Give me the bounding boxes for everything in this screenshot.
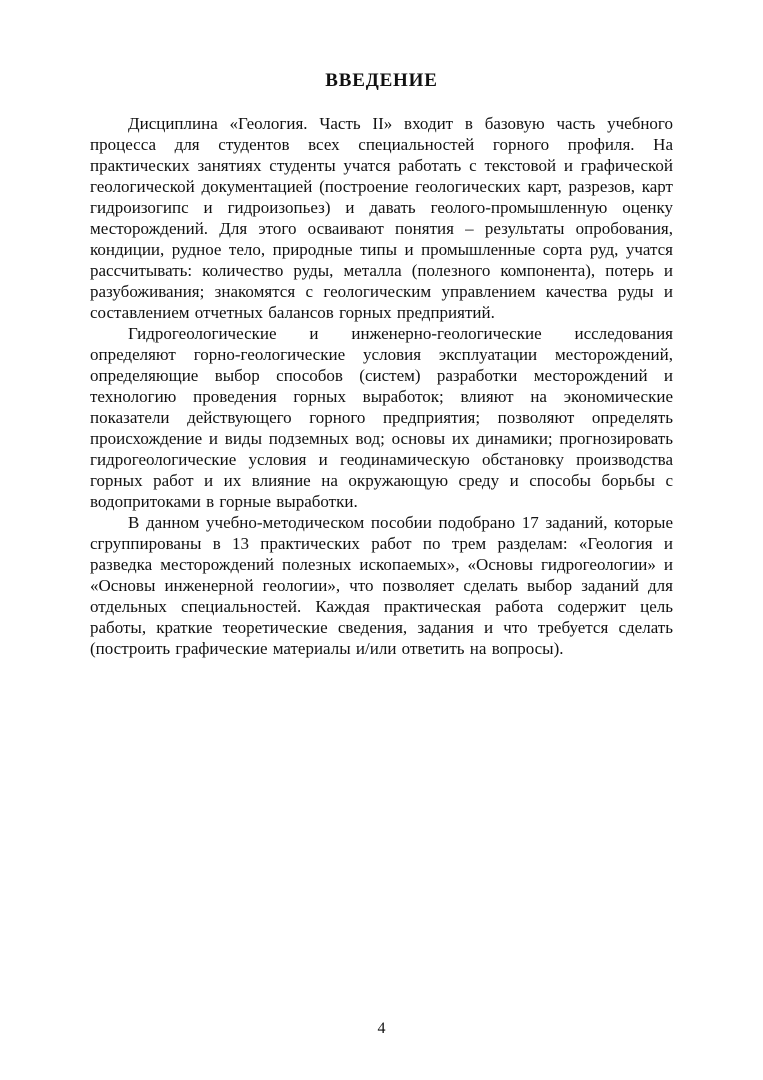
page-number: 4 xyxy=(377,1020,386,1037)
text-block xyxy=(90,70,673,659)
paragraph-2: Гидрогеологические и инженерно-геологические исследования определяют горно-геологические условия эксплуатации месторождений, определяющие выбор способов (систем) разработки месторождений и технологию проведения горных выработок; влияют на экономические показатели действующего горного предприятия; позволяют определять происхождение и виды подземных вод; основы их динамики; прогнозировать гидрогеологические условия и геодинамическую обстановку производства горных работ и их влияние на окружающую среду и способы борьбы с водопритоками в горные выработки. xyxy=(90,324,673,511)
paragraph-3: В данном учебно-методическом пособии подобрано 17 заданий, которые сгруппированы в 13 практических работ по трем разделам: «Геология и разведка месторождений полезных ископаемых», «Основы гидрогеологии» и «Основы инженерной геологии», что позволяет сделать выбор заданий для отдельных специальностей. Каждая практическая работа содержит цель работы, краткие теоретические сведения, задания и что требуется сделать (построить графические материалы и/или ответить на вопросы). xyxy=(90,513,673,658)
paragraph-1: Дисциплина «Геология. Часть II» входит в базовую часть учебного процесса для студентов всех специальностей горного профиля. На практических занятиях студенты учатся работать с текстовой и графической геологической документацией (построение геологических карт, разрезов, карт гидроизогипс и гидроизопьез) и давать геолого-промышленную оценку месторождений. Для этого осваивают понятия – результаты опробования, кондиции, рудное тело, природные типы и промышленные сорта руд, учатся рассчитывать: количество руды, металла (полезного компонента), потерь и разубоживания; знакомятся с геологическим управлением качества руды и составлением отчетных балансов горных предприятий. xyxy=(90,114,673,322)
page-title: ВВЕДЕНИЕ xyxy=(325,70,438,91)
